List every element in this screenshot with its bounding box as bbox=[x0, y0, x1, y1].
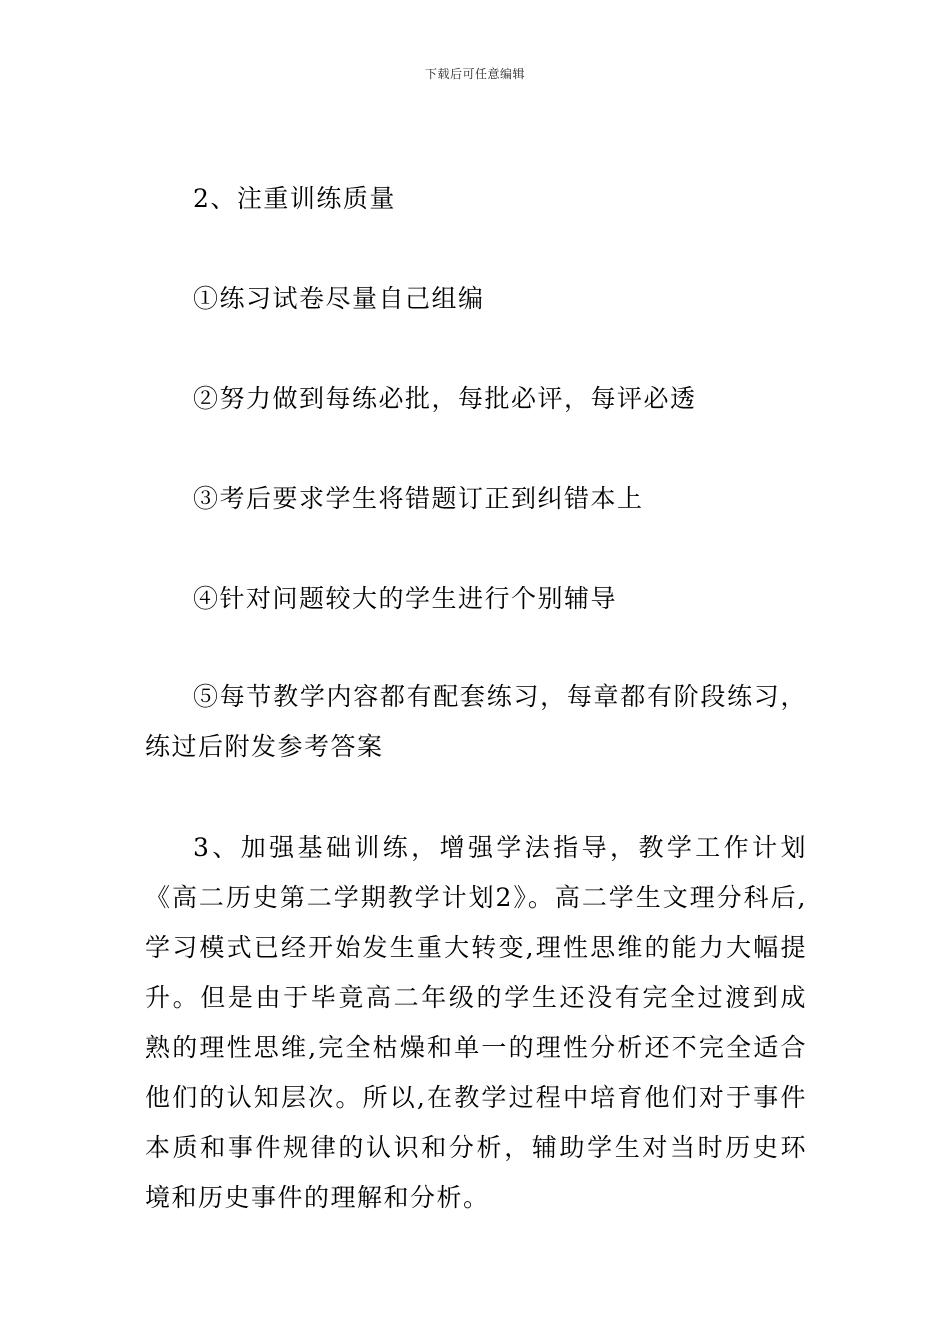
page-header-note: 下载后可任意编辑 bbox=[424, 67, 525, 81]
list-item-1: ①练习试卷尽量自己组编 bbox=[193, 284, 485, 313]
section-heading-2: 2、注重训练质量 bbox=[193, 184, 396, 213]
list-item-3: ③考后要求学生将错题订正到纠错本上 bbox=[193, 484, 644, 513]
list-item-2: ②努力做到每练必批，每批必评，每评必透 bbox=[193, 384, 697, 413]
section-paragraph-3: 3、加强基础训练，增强学法指导，教学工作计划《高二历史第二学期教学计划2》。高二学生文理分科后,学习模式已经开始发生重大转变,理性思维的能力大幅提升。但是由于毕竟高二年级的学生还没有完全过渡到成熟的理性思维,完全枯燥和单一的理性分析还不完全适合他们的认知层次。所以,在教学过程中培育他们对于事件本质和事件规律的认识和分析，辅助学生对当时历史环境和历史事件的理解和分析。 bbox=[145, 833, 807, 1212]
list-item-4: ④针对问题较大的学生进行个别辅导 bbox=[193, 584, 618, 613]
list-item-5: ⑤每节教学内容都有配套练习，每章都有阶段练习，练过后附发参考答案 bbox=[145, 682, 807, 761]
